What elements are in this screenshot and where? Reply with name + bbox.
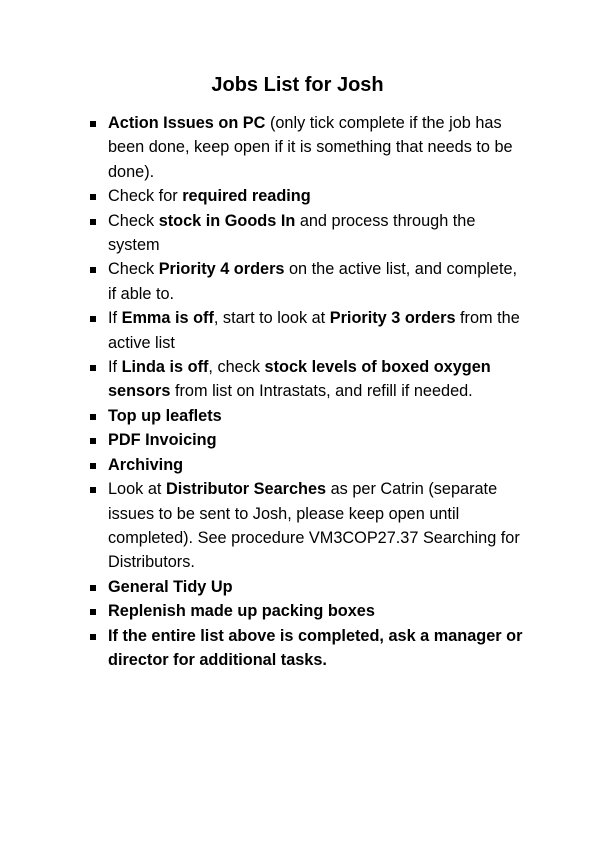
list-item-text: Check [108,260,159,279]
list-item [108,428,528,452]
list-item [108,184,528,208]
bold-text: Priority 3 orders [329,309,456,328]
list-item-text: Check [108,211,159,230]
list-item-text: Check for [108,187,183,206]
list-item [108,209,528,258]
bold-text: Linda is off [121,358,209,377]
bold-text: If the entire list above is completed, ask a manager or director for additional tasks. [108,626,523,669]
list-item [108,306,528,355]
bold-text: required reading [182,187,311,206]
bold-text: Action Issues on PC [108,114,266,132]
list-item-text: from the active list [108,309,520,352]
bold-text: Priority 4 orders [158,260,285,279]
list-item [108,257,528,306]
list-item-text: , check [208,358,265,377]
list-item-text: and process through the system [108,211,476,255]
bold-text: Archiving [108,455,184,474]
list-item [108,453,528,477]
page-title: Jobs List for Josh [211,74,384,96]
list-item [108,404,528,428]
list-item-text: , start to look at [213,309,330,328]
list-item [108,575,528,599]
list-item-text: If [108,358,122,377]
bold-text: stock in Goods In [158,211,296,230]
jobs-list [108,111,528,672]
list-item-text: If [108,309,122,328]
bold-text: General Tidy Up [108,577,233,596]
list-item [108,355,528,404]
bold-text: Top up leaflets [108,406,222,425]
list-item-text: (only tick complete if the job has been done, keep open if it is something that needs to be done). [108,114,513,181]
list-item-text: Look at [108,480,166,499]
list-item [108,599,528,623]
list-item [108,477,528,575]
bold-text: Distributor Searches [165,480,327,499]
list-item [108,624,528,673]
list-item [108,111,528,184]
list-item-text: on the active list, and complete, if able to. [108,260,518,303]
list-item-text: from list on Intrastats, and refill if needed. [170,382,473,401]
bold-text: PDF Invoicing [108,431,217,450]
list-item-text: as per Catrin (separate issues to be sent to Josh, please keep open until completed). See procedure VM3COP27.37 Searching for Distributors. [108,480,520,572]
bold-text: Emma is off [121,309,214,328]
bold-text: stock levels of boxed oxygen sensors [108,358,491,401]
bold-text: Replenish made up packing boxes [108,602,375,621]
